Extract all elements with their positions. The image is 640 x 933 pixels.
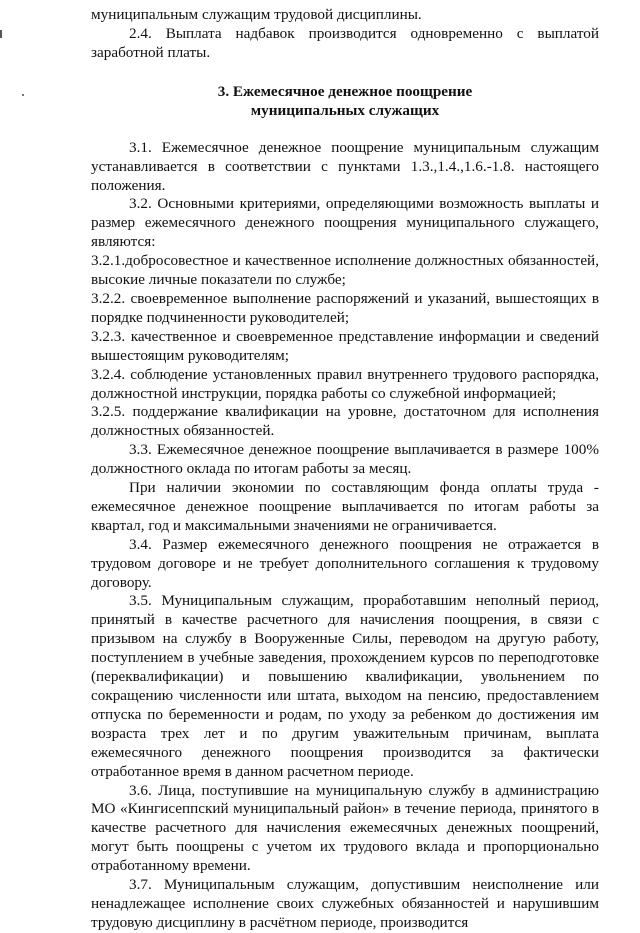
paragraph: 3.2.1.добросовестное и качественное исполнение должностных обязанностей, высокие личные показатели по службе; <box>91 252 599 289</box>
paragraph-continuation: муниципальным служащим трудовой дисциплины. <box>91 6 422 23</box>
paragraph: При наличии экономии по составляющим фонда оплаты труда - ежемесячное денежное поощрение выплачивается по итогам работы за квартал, год и максимальными значениями не ограничивается. <box>91 479 599 534</box>
section-heading <box>91 82 599 120</box>
section-heading-line1: 3. Ежемесячное денежное поощрение <box>217 82 473 100</box>
paragraph: 3.2.2. своевременное выполнение распоряжений и указаний, вышестоящих в порядке подчиненности руководителей; <box>91 289 599 326</box>
paragraph: 3.6. Лица, поступившие на муниципальную службу в администрацию МО «Кингисеппский муниципальный район» в течение периода, принятого в качестве расчетного для начисления ежемесячных денежных поощрений, могут быть поощрены с учетом их трудового вклада и пропорционально отработанному времени. <box>91 781 599 875</box>
paragraph: 3.2.4. соблюдение установленных правил внутреннего трудового распорядка, должностной инструкции, порядка работы со служебной информацией; <box>91 365 599 402</box>
section-heading-line2: муниципальных служащих <box>250 101 440 119</box>
document-page <box>91 6 599 933</box>
paragraph: 3.3. Ежемесячное денежное поощрение выплачивается в размере 100% должностного оклада по итогам работы за месяц. <box>91 441 599 478</box>
paragraph: 3.4. Размер ежемесячного денежного поощрения не отражается в трудовом договоре и не требует дополнительного соглашения к трудовому договору. <box>91 535 599 591</box>
paragraph: 3.2. Основными критериями, определяющими возможность выплаты и размер ежемесячного денежного поощрения муниципального служащего, являются: <box>91 195 599 251</box>
paragraph: 3.7. Муниципальным служащим, допустившим неисполнение или ненадлежащее исполнение своих служебных обязанностей и нарушившим трудовую дисциплину в расчётном периоде, производится <box>91 876 599 931</box>
paragraph-2-4: 2.4. Выплата надбавок производится одновременно с выплатой заработной платы. <box>91 24 599 61</box>
scan-dot <box>22 94 24 96</box>
section-body <box>91 139 599 933</box>
paragraph: 3.5. Муниципальным служащим, проработавшим неполный период, принятый в качестве расчетного для начисления поощрения, в связи с призывом на службу в Вооруженные Силы, переводом на другую работу, поступлением в учебные заведения, прохождением курсов по переподготовке (переквалификации) и повышению квалификации, увольнением по сокращению численности или штата, выходом на пенсию, предоставлением отпуска по беременности и родам, по уходу за ребенком до достижения им возраста трех лет и по другим уважительным причинам, выплата ежемесячного денежного поощрения производится за фактически отработанное время в данном расчетном периоде. <box>91 592 599 780</box>
scan-edge-mark <box>0 30 2 38</box>
paragraph: 3.2.5. поддержание квалификации на уровне, достаточном для исполнения должностных обязанностей. <box>91 403 599 440</box>
paragraph: 3.1. Ежемесячное денежное поощрение муниципальным служащим устанавливается в соответствии с пунктами 1.3.,1.4.,1.6.-1.8. настоящего положения. <box>91 138 599 194</box>
paragraph: 3.2.3. качественное и своевременное представление информации и сведений вышестоящим руководителям; <box>91 327 599 364</box>
